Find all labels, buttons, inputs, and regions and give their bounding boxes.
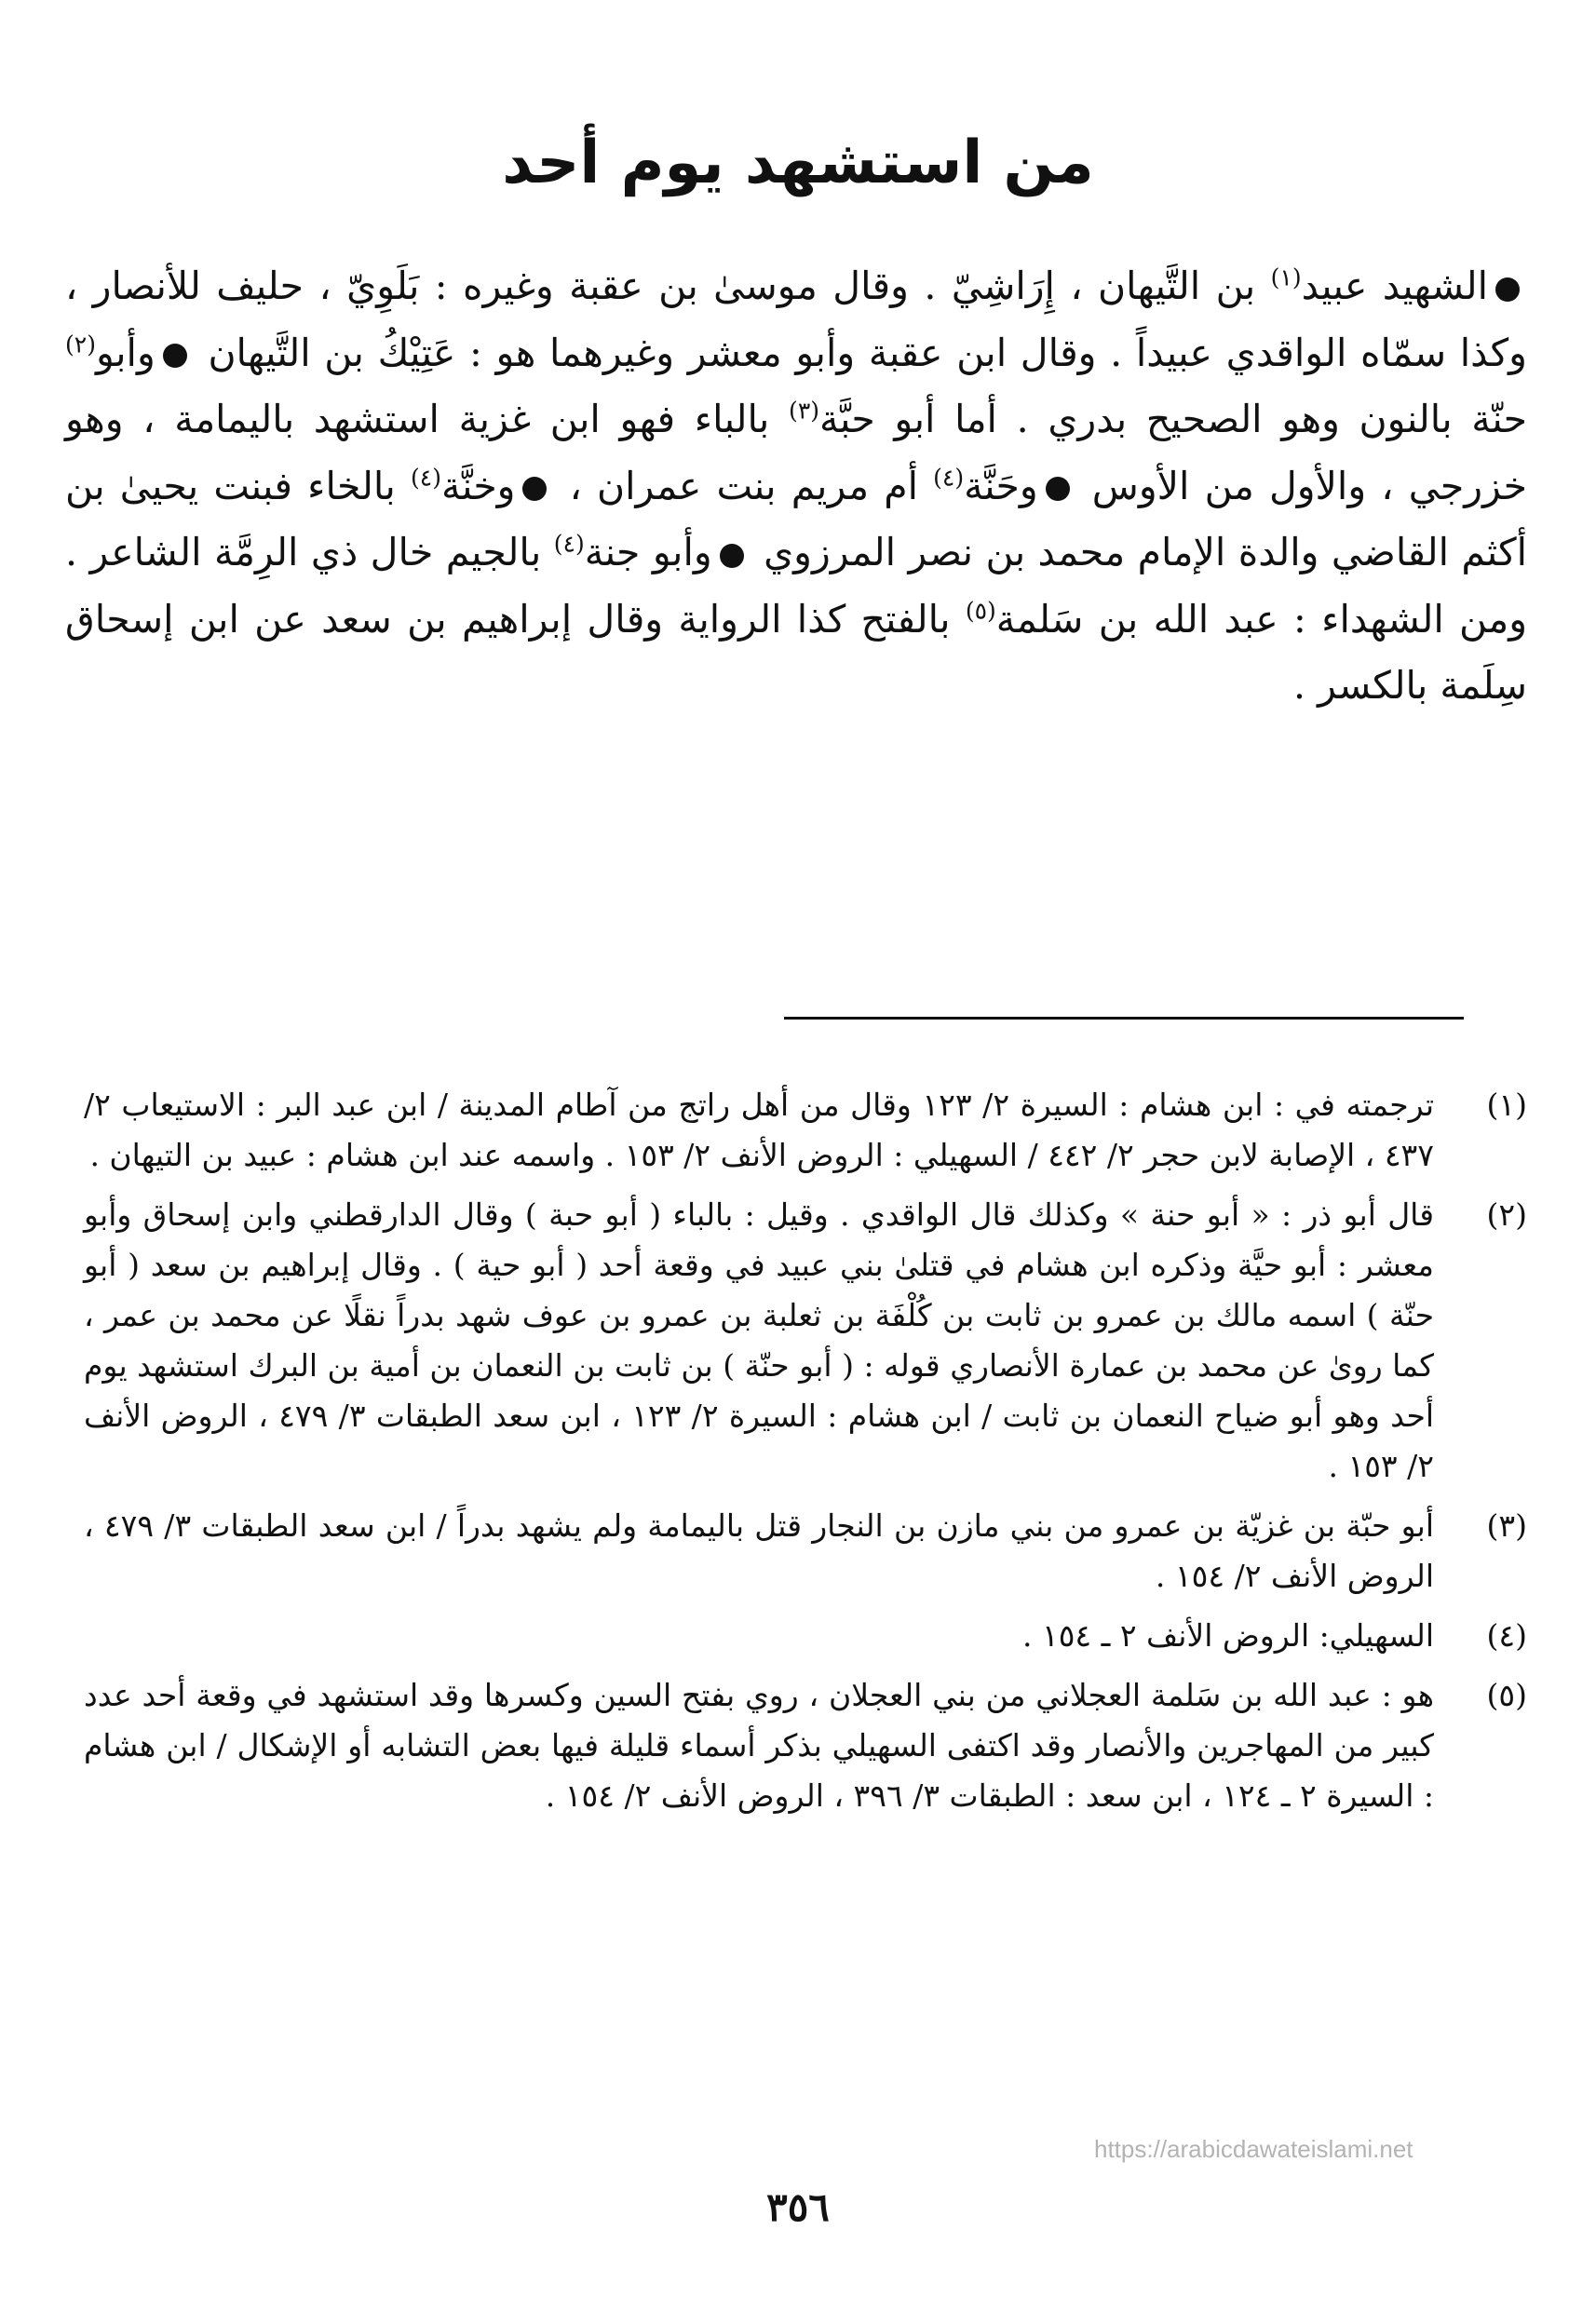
watermark-url: https://arabicdawateislami.net — [1094, 2135, 1413, 2163]
footnote-ref[interactable]: (٢) — [65, 330, 96, 358]
footnote-5 — [84, 1670, 1527, 1821]
text-segment: بالخاء فبنت يحيىٰ بن أكثم القاضي والدة الإمام محمد بن نصر المرزوي — [65, 463, 1527, 574]
footnote-ref[interactable]: (٥) — [965, 596, 996, 624]
bullet-icon — [522, 477, 547, 501]
footnote-number: (١) — [1486, 1087, 1527, 1123]
page-title: من استشهد يوم أحد — [502, 128, 1094, 197]
footnotes-list — [84, 1080, 1527, 1831]
footnote-text: السهيلي: الروض الأنف ٢ ـ ١٥٤ . — [1021, 1617, 1434, 1654]
footnote-separator — [784, 1017, 1464, 1020]
footnote-text: ترجمته في : ابن هشام : السيرة ٢/ ١٢٣ وقال من أهل راتج من آطام المدينة / ابن عبد البر : الاستيعاب ٢/ ٤٣٧ ، الإصابة لابن حجر ٢/ ٤٤٢ / السهيلي : الروض الأنف ٢/ ١٥٣ . واسمه عند ابن هشام : عبيد بن التيهان . — [84, 1087, 1435, 1173]
text-segment: بالجيم خال ذي الرِمَّة الشاعر . ومن الشهداء : عبد الله بن سَلمة — [65, 530, 1528, 642]
footnote-ref[interactable]: (٤) — [553, 530, 585, 558]
footnote-3 — [84, 1501, 1527, 1601]
bullet-icon — [720, 544, 744, 568]
footnote-ref[interactable]: (٤) — [411, 463, 441, 491]
footnote-2 — [84, 1190, 1527, 1492]
footnote-4 — [84, 1611, 1527, 1661]
bullet-icon — [1046, 477, 1070, 501]
bullet-icon — [163, 344, 187, 368]
text-segment: حنّة بالنون وهو الصحيح بدري . أما أبو حبَّة — [819, 397, 1527, 441]
main-text — [65, 253, 1527, 720]
footnote-1 — [84, 1080, 1527, 1181]
text-segment: وأبو — [95, 330, 156, 375]
text-segment: وخنَّة — [440, 463, 516, 508]
footnote-number: (٢) — [1486, 1196, 1527, 1233]
text-segment: أم مريم بنت عمران ، — [554, 463, 934, 508]
text-segment: الشهيد عبيد — [1301, 263, 1488, 308]
bullet-icon — [1495, 277, 1520, 302]
footnote-ref[interactable]: (٤) — [933, 463, 965, 491]
page-number: ٣٥٦ — [766, 2184, 830, 2230]
footnote-ref[interactable]: (٣) — [789, 397, 820, 425]
footnote-text: قال أبو ذر : « أبو حنة » وكذلك قال الواقدي . وقيل : بالباء ( أبو حبة ) وقال الدارقطني وابن إسحاق وأبو معشر : أبو حيَّة وذكره ابن هشام في قتلىٰ بني عبيد في وقعة أحد ( أبو حية ) . وقال إبراهيم بن سعد ( أبو حنّة ) اسمه مالك بن عمرو بن ثابت بن كُلْفَة بن ثعلبة بن عمرو بن عوف شهد بدراً نقلًا عن محمد بن عمر ، كما روىٰ عن محمد بن عمارة الأنصاري قوله : ( أبو حنّة ) بن ثابت بن النعمان بن أمية بن البرك استشهد يوم أحد وهو أبو ضياح النعمان بن ثابت / ابن هشام : السيرة ٢/ ١٢٣ ، ابن سعد الطبقات ٣/ ٤٧٩ ، الروض الأنف ٢/ ١٥٣ . — [84, 1196, 1435, 1484]
footnote-number: (٤) — [1486, 1617, 1527, 1654]
footnote-ref[interactable]: (١) — [1270, 263, 1302, 291]
footnote-text: أبو حبّة بن غزيّة بن عمرو من بني مازن بن النجار قتل باليمامة ولم يشهد بدراً / ابن سعد الطبقات ٣/ ٤٧٩ ، الروض الأنف ٢/ ١٥٤ . — [84, 1507, 1435, 1594]
text-segment: وأبو جنة — [584, 530, 712, 574]
text-segment: بن التَّيهان ، إِرَاشِيّ . وقال موسىٰ بن عقبة وغيره : بَلَوِيّ ، حليف للأنصار ، وكذا سمّاه الواقدي عبيداً . وقال ابن عقبة وأبو معشر وغيرهما هو : عَتِيْكُ بن التَّيهان — [65, 263, 1527, 375]
text-segment: بالباء فهو ابن غزية استشهد باليمامة ، وهو خزرجي ، والأول من الأوس — [65, 397, 1527, 508]
footnote-number: (٣) — [1486, 1507, 1527, 1544]
footnote-text: هو : عبد الله بن سَلمة العجلاني من بني العجلان ، روي بفتح السين وكسرها وقد استشهد في وقعة أحد عدد كبير من المهاجرين والأنصار وقد اكتفى السهيلي بذكر أسماء قليلة فيها بعض التشابه أو الإشكال / ابن هشام : السيرة ٢ ـ ١٢٤ ، ابن سعد : الطبقات ٣/ ٣٩٦ ، الروض الأنف ٢/ ١٥٤ . — [84, 1677, 1434, 1814]
text-segment: وحَنَّة — [964, 463, 1038, 508]
text-segment: بالفتح كذا الرواية وقال إبراهيم بن سعد عن ابن إسحاق سِلَمة بالكسر . — [65, 596, 1527, 708]
footnote-number: (٥) — [1486, 1677, 1527, 1713]
